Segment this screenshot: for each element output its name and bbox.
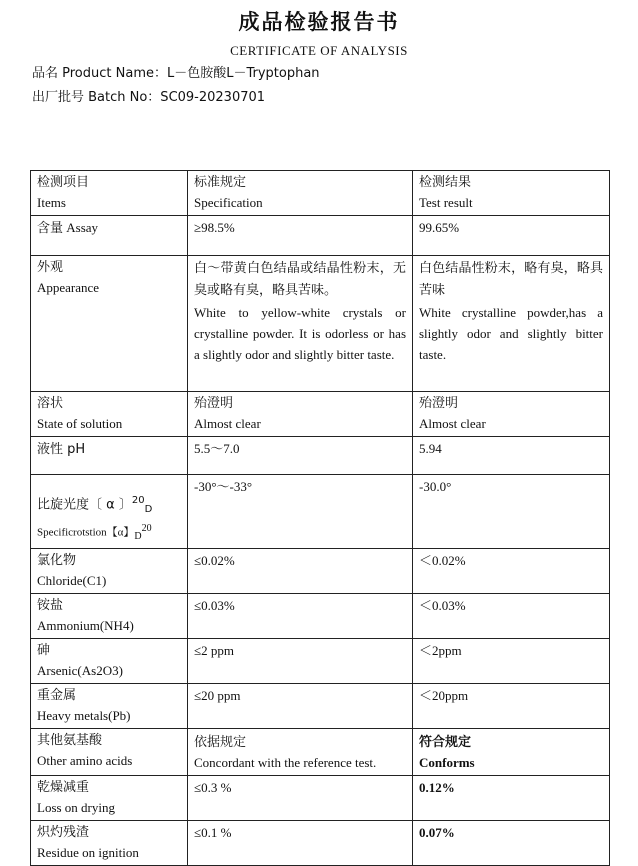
item-cell: 乾燥减重 Loss on drying <box>31 775 188 820</box>
result-cell: 99.65% <box>413 216 610 256</box>
item-cell: 重金属 Heavy metals(Pb) <box>31 683 188 728</box>
table-row <box>31 728 610 775</box>
analysis-table <box>30 170 610 866</box>
item-cell: 其他氨基酸 Other amino acids <box>31 728 188 775</box>
table-row <box>31 437 610 475</box>
table-row <box>31 683 610 728</box>
spec-cell: -30°～-33° <box>188 475 413 549</box>
item-cell: 铵盐 Ammonium(NH4) <box>31 593 188 638</box>
result-cell: 0.12% <box>413 775 610 820</box>
item-cell: 比旋光度〔 α 〕$^{20}_D$ Specificrotstion【α】$_D^{20}$ <box>31 475 188 549</box>
item-cell: 砷 Arsenic(As2O3) <box>31 638 188 683</box>
spec-cell: ≤0.1 % <box>188 820 413 865</box>
result-cell: ＜2ppm <box>413 638 610 683</box>
item-cell: 氯化物 Chloride(C1) <box>31 548 188 593</box>
table-row <box>31 256 610 392</box>
result-cell: 白色结晶性粉末，略有臭，略具苦味 White crystalline powder,has a slightly odor and slightly bitter taste. <box>413 256 610 392</box>
header-items-zh: 检测项目 <box>37 175 90 190</box>
result-cell: 符合规定 Conforms <box>413 728 610 775</box>
result-cell: 5.94 <box>413 437 610 475</box>
result-cell: ＜20ppm <box>413 683 610 728</box>
table-header-row <box>31 171 610 216</box>
header-result-zh: 检测结果 <box>419 175 472 190</box>
spec-cell: 白～带黄白色结晶或结晶性粉末，无臭或略有臭，略具苦味。 White to yellow-white crystals or crystalline powder. It is odorless or has a slightly odor and slightly bitter taste. <box>188 256 413 392</box>
spec-cell: 殆澄明 Almost clear <box>188 392 413 437</box>
item-cell: 溶状 State of solution <box>31 392 188 437</box>
table-row <box>31 392 610 437</box>
item-cell: 液性 pH <box>31 437 188 475</box>
header-items-en: Items <box>37 195 66 210</box>
table-row <box>31 593 610 638</box>
item-cell: 炽灼残渣 Residue on ignition <box>31 820 188 865</box>
item-cell: 外观 Appearance <box>31 256 188 392</box>
spec-cell: 5.5～7.0 <box>188 437 413 475</box>
table-row <box>31 820 610 865</box>
spec-cell: ≤20 ppm <box>188 683 413 728</box>
table-row <box>31 638 610 683</box>
spec-cell: ≤2 ppm <box>188 638 413 683</box>
table-row <box>31 775 610 820</box>
spec-cell: 依据规定 Concordant with the reference test. <box>188 728 413 775</box>
table-row <box>31 548 610 593</box>
result-cell: ＜0.02% <box>413 548 610 593</box>
result-cell: ＜0.03% <box>413 593 610 638</box>
result-cell: 0.07% <box>413 820 610 865</box>
result-cell: -30.0° <box>413 475 610 549</box>
spec-cell: ≤0.3 % <box>188 775 413 820</box>
header-result-en: Test result <box>419 195 473 210</box>
spec-cell: ≤0.02% <box>188 548 413 593</box>
document-title: 成品检验报告书 <box>238 10 400 34</box>
table-row <box>31 216 610 256</box>
header-spec-en: Specification <box>194 195 263 210</box>
spec-cell: ≤0.03% <box>188 593 413 638</box>
product-name-line: 品名 Product Name：L－色胺酸L－Tryptophan <box>32 66 320 81</box>
header-spec-zh: 标准规定 <box>194 175 247 190</box>
batch-number-line: 出厂批号 Batch No：SC09-20230701 <box>32 90 266 105</box>
item-cell: 含量 Assay <box>31 216 188 256</box>
result-cell: 殆澄明 Almost clear <box>413 392 610 437</box>
table-row <box>31 475 610 549</box>
document-subtitle: CERTIFICATE OF ANALYSIS <box>230 43 408 58</box>
spec-cell: ≥98.5% <box>188 216 413 256</box>
